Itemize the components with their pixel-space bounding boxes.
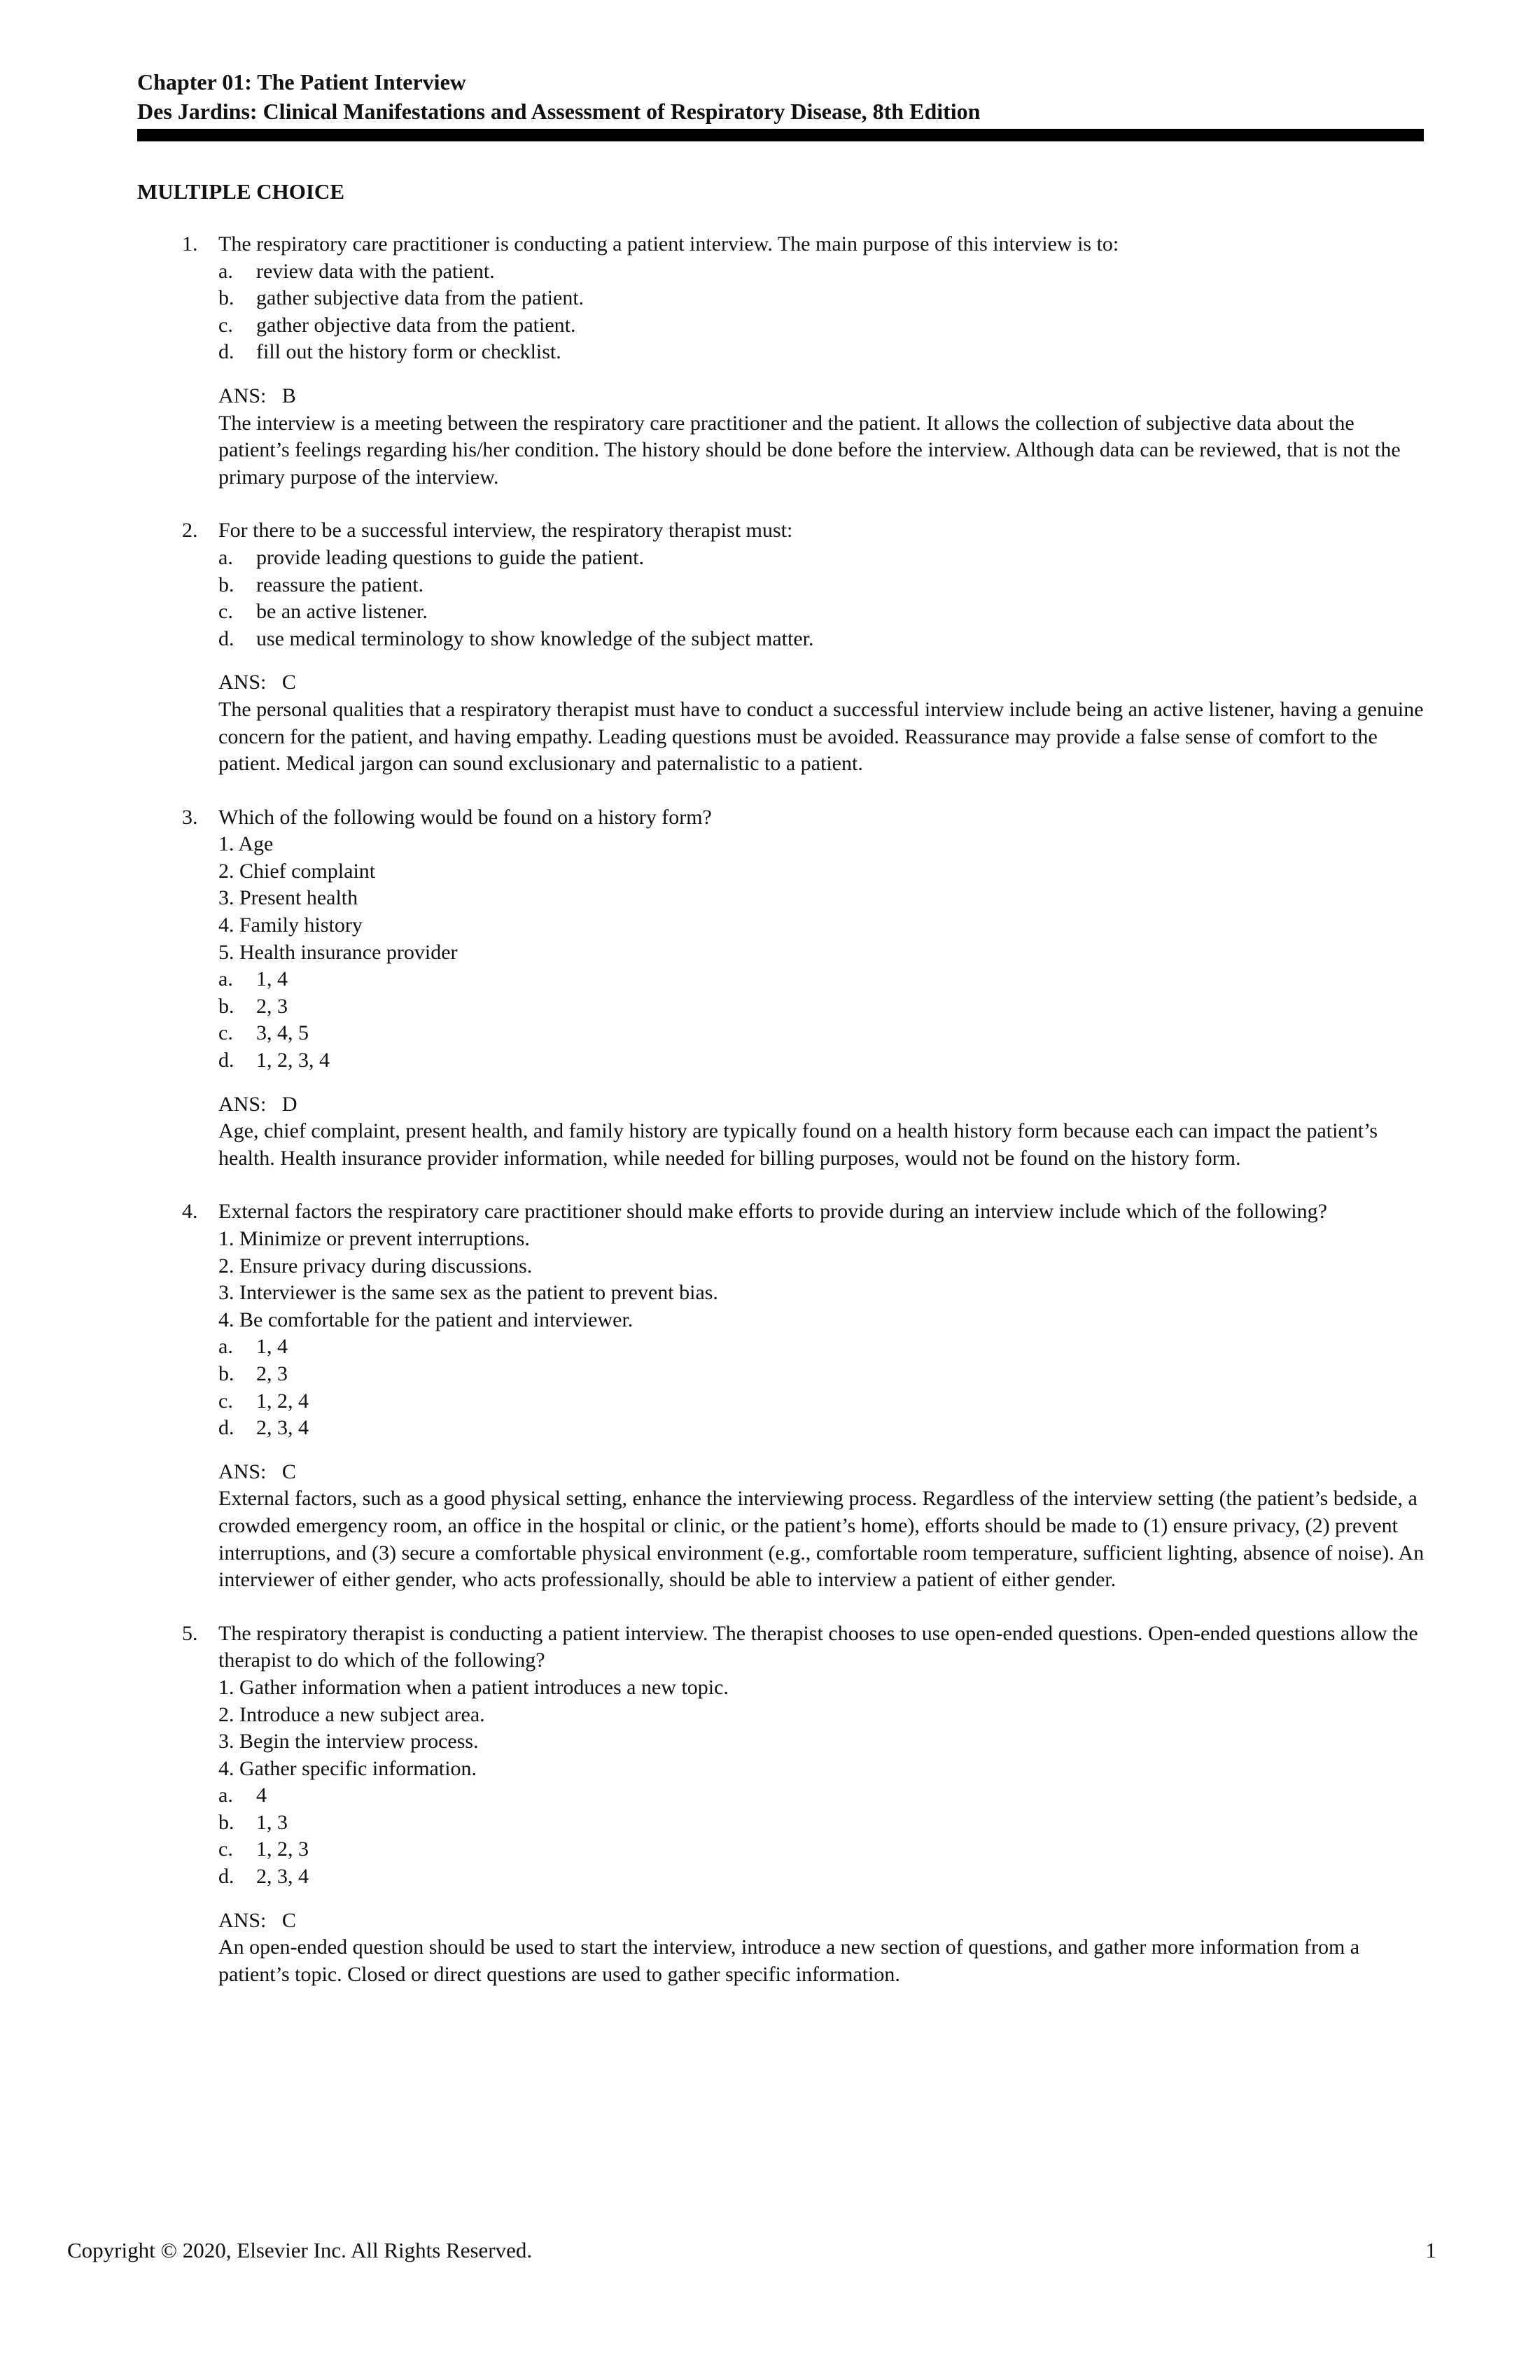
option-text: fill out the history form or checklist. — [256, 340, 561, 364]
option-letter: d. — [218, 626, 234, 650]
option-letter: b. — [218, 1810, 234, 1834]
statement-item: 1. Age — [218, 832, 274, 856]
statement-item: 4. Be comfortable for the patient and interviewer. — [218, 1308, 634, 1331]
answer-rationale: The personal qualities that a respiratory therapist must have to conduct a successful interview include being an active listener, having a genuine concern for the patient, and having empathy. Leading questions must be avoided. Reassurance may provide a false sense of comfort to the patient. Medical jargon can sound exclusionary and paternalistic to a patient. — [218, 697, 1424, 776]
option-letter: b. — [218, 1362, 234, 1385]
answer-option — [218, 339, 1425, 366]
option-letter: a. — [218, 1335, 233, 1359]
option-letter: b. — [218, 286, 234, 310]
answer-option — [218, 1047, 1425, 1074]
option-letter: a. — [218, 545, 233, 569]
option-text: 1, 2, 3, 4 — [256, 1049, 330, 1072]
question-list — [137, 231, 1425, 2015]
statement-item: 1. Gather information when a patient introduces a new topic. — [218, 1675, 729, 1699]
answer-block — [218, 1459, 1425, 1594]
answer-key: ANS: B — [218, 384, 296, 407]
answer-rationale: An open-ended question should be used to start the interview, introduce a new section of questions, and gather more information from a patient’s topic. Closed or direct questions are used to gather specific information. — [218, 1935, 1360, 1986]
option-text: 1, 4 — [256, 967, 288, 991]
answer-block — [218, 1091, 1425, 1172]
page-number: 1 — [1425, 2238, 1436, 2262]
statement-item: 3. Present health — [218, 886, 358, 910]
book-title: Des Jardins: Clinical Manifestations and Assessment of Respiratory Disease, 8th Edition — [137, 99, 981, 124]
option-letter: d. — [218, 1865, 234, 1889]
answer-option — [218, 285, 1425, 312]
answer-rationale: Age, chief complaint, present health, and family history are typically found on a health history form because each can impact the patient’s health. Health insurance provider information, while needed for billing purposes, would not be found on the history form. — [218, 1119, 1378, 1170]
question-stem: Which of the following would be found on a history form? — [218, 805, 712, 829]
option-text: 3, 4, 5 — [256, 1021, 309, 1045]
option-letter: d. — [218, 1049, 234, 1072]
option-letter: c. — [218, 1837, 233, 1861]
option-letter: a. — [218, 1784, 233, 1807]
option-text: gather subjective data from the patient. — [256, 286, 584, 310]
answer-option — [218, 626, 1425, 653]
answer-key: ANS: D — [218, 1092, 298, 1116]
question-number: 1. — [182, 232, 198, 255]
question-item — [137, 231, 1425, 491]
answer-option — [218, 1415, 1425, 1442]
question-number: 5. — [182, 1621, 198, 1645]
answer-option — [218, 598, 1425, 626]
option-text: 2, 3 — [256, 1362, 288, 1385]
answer-option — [218, 1782, 1425, 1809]
answer-option — [218, 993, 1425, 1021]
statement-item: 5. Health insurance provider — [218, 940, 458, 964]
option-letter: c. — [218, 600, 233, 624]
section-title: MULTIPLE CHOICE — [137, 179, 344, 204]
answer-option — [218, 966, 1425, 993]
option-letter: a. — [218, 259, 233, 283]
chapter-title: Chapter 01: The Patient Interview — [137, 69, 466, 94]
statement-item: 3. Begin the interview process. — [218, 1730, 479, 1754]
statement-item: 2. Ensure privacy during discussions. — [218, 1254, 533, 1278]
answer-key: ANS: C — [218, 1460, 296, 1483]
answer-option — [218, 258, 1425, 286]
question-number: 4. — [182, 1200, 198, 1224]
option-text: 2, 3, 4 — [256, 1416, 309, 1440]
statement-item: 2. Chief complaint — [218, 859, 376, 883]
option-text: use medical terminology to show knowledge of the subject matter. — [256, 626, 814, 650]
option-text: 1, 2, 4 — [256, 1389, 309, 1413]
option-text: 1, 4 — [256, 1335, 288, 1359]
option-text: reassure the patient. — [256, 573, 424, 596]
answer-option — [218, 1361, 1425, 1388]
answer-option — [218, 572, 1425, 599]
option-letter: b. — [218, 573, 234, 596]
answer-option — [218, 1334, 1425, 1361]
option-letter: d. — [218, 340, 234, 364]
option-text: be an active listener. — [256, 600, 428, 624]
option-text: 1, 3 — [256, 1810, 288, 1834]
question-item — [137, 1620, 1425, 1989]
page-header — [137, 67, 1425, 126]
answer-option — [218, 1020, 1425, 1047]
question-stem: External factors the respiratory care practitioner should make efforts to provide during an interview include which of the following? — [218, 1200, 1327, 1224]
question-stem: For there to be a successful interview, the respiratory therapist must: — [218, 519, 793, 542]
header-rule — [137, 129, 1424, 141]
answer-option — [218, 1863, 1425, 1891]
answer-key: ANS: C — [218, 671, 296, 694]
answer-key: ANS: C — [218, 1908, 296, 1932]
option-letter: c. — [218, 1389, 233, 1413]
answer-option — [218, 1809, 1425, 1837]
question-number: 3. — [182, 805, 198, 829]
option-text: 2, 3 — [256, 994, 288, 1018]
option-text: 2, 3, 4 — [256, 1865, 309, 1889]
answer-option — [218, 545, 1425, 572]
question-number: 2. — [182, 519, 198, 542]
option-letter: a. — [218, 967, 233, 991]
option-text: 4 — [256, 1784, 267, 1807]
statement-item: 3. Interviewer is the same sex as the patient to prevent bias. — [218, 1281, 718, 1305]
option-text: gather objective data from the patient. — [256, 313, 576, 337]
statement-item: 4. Family history — [218, 913, 363, 937]
option-text: provide leading questions to guide the patient. — [256, 545, 645, 569]
copyright-notice: Copyright © 2020, Elsevier Inc. All Rights Reserved. — [67, 2238, 533, 2262]
answer-block — [218, 1907, 1425, 1989]
question-stem: The respiratory therapist is conducting a patient interview. The therapist chooses to use open-ended questions. Open-ended questions allow the therapist to do which of the following? — [218, 1621, 1418, 1672]
statement-item: 2. Introduce a new subject area. — [218, 1702, 485, 1726]
option-letter: c. — [218, 313, 233, 337]
answer-option — [218, 1388, 1425, 1415]
question-stem: The respiratory care practitioner is conducting a patient interview. The main purpose of this interview is to: — [218, 232, 1119, 255]
question-item — [137, 1198, 1425, 1593]
answer-block — [218, 383, 1425, 491]
option-text: 1, 2, 3 — [256, 1837, 309, 1861]
answer-option — [218, 1836, 1425, 1863]
answer-rationale: External factors, such as a good physical setting, enhance the interviewing process. Regardless of the interview setting (the patient’s bedside, a crowded emergency room, an office in the hospital or clinic, or the patient’s home), efforts should be made to (1) ensure privacy, (2) prevent interruptions, and (3) secure a comfortable physical environment (e.g., comfortable room temperature, sufficient lighting, absence of noise). An interviewer of either gender, who acts professionally, should be able to interview a patient of either gender. — [218, 1487, 1424, 1592]
option-text: review data with the patient. — [256, 259, 495, 283]
question-item — [137, 804, 1425, 1172]
question-item — [137, 517, 1425, 777]
option-letter: b. — [218, 994, 234, 1018]
answer-option — [218, 312, 1425, 340]
statement-item: 4. Gather specific information. — [218, 1756, 477, 1780]
option-letter: d. — [218, 1416, 234, 1440]
statement-item: 1. Minimize or prevent interruptions. — [218, 1227, 530, 1250]
option-letter: c. — [218, 1021, 233, 1045]
answer-rationale: The interview is a meeting between the respiratory care practitioner and the patient. It allows the collection of subjective data about the patient’s feelings regarding his/her condition. The history should be done before the interview. Although data can be reviewed, that is not the primary purpose of the interview. — [218, 411, 1401, 489]
answer-block — [218, 669, 1425, 777]
